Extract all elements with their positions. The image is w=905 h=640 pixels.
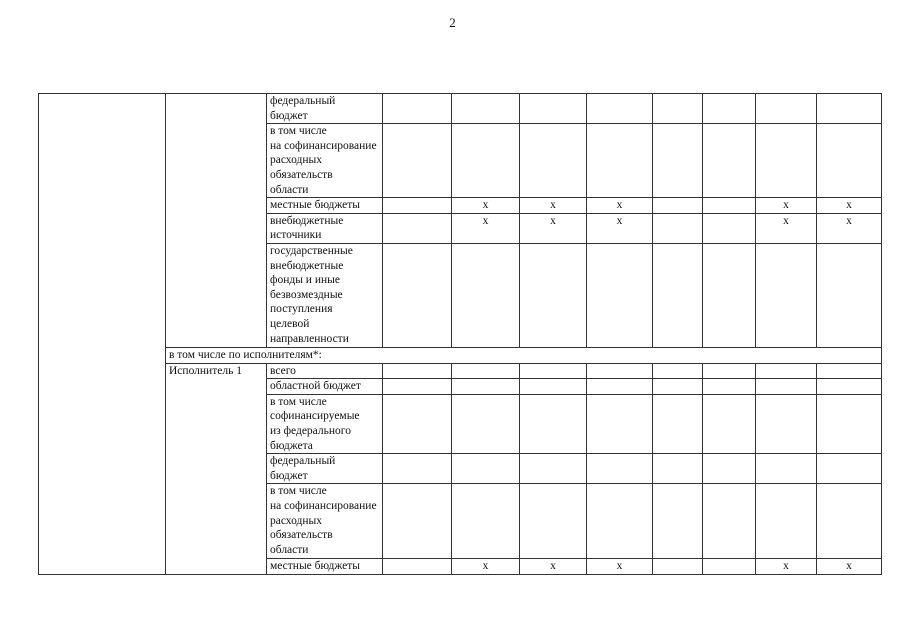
value-cell: [383, 94, 452, 124]
value-cell: [520, 484, 587, 559]
row-label: местные бюджеты: [267, 559, 383, 575]
row-label: в том числе на софинансирование расходных обязательств области: [267, 124, 383, 198]
value-cell: [817, 94, 882, 124]
value-cell: [653, 484, 703, 559]
value-cell: х: [587, 559, 653, 575]
value-cell: [653, 94, 703, 124]
row-label: государственные внебюджетные фонды и иные безвозмездные поступления целевой направленности: [267, 243, 383, 347]
value-cell: х: [452, 213, 520, 243]
value-cell: [653, 198, 703, 214]
value-cell: [452, 363, 520, 379]
row-label: в том числе на софинансирование расходных обязательств области: [267, 484, 383, 559]
value-cell: [756, 124, 817, 198]
value-cell: [817, 124, 882, 198]
value-cell: [653, 559, 703, 575]
value-cell: х: [756, 198, 817, 214]
row-label: всего: [267, 363, 383, 379]
budget-table: [38, 93, 882, 575]
value-cell: [703, 379, 756, 395]
value-cell: [383, 124, 452, 198]
value-cell: [383, 454, 452, 484]
value-cell: х: [817, 213, 882, 243]
value-cell: [383, 198, 452, 214]
value-cell: [756, 454, 817, 484]
row-label: внебюджетные источники: [267, 213, 383, 243]
value-cell: [756, 484, 817, 559]
value-cell: [452, 394, 520, 453]
value-cell: [520, 454, 587, 484]
value-cell: [520, 394, 587, 453]
value-cell: [520, 94, 587, 124]
value-cell: [520, 243, 587, 347]
value-cell: [817, 454, 882, 484]
value-cell: [653, 454, 703, 484]
value-cell: х: [452, 198, 520, 214]
executor-name: Исполнитель 1: [166, 363, 267, 574]
value-cell: [383, 379, 452, 395]
value-cell: [383, 559, 452, 575]
value-cell: [587, 243, 653, 347]
value-cell: [587, 363, 653, 379]
value-cell: х: [587, 213, 653, 243]
value-cell: [756, 379, 817, 395]
value-cell: [520, 124, 587, 198]
value-cell: [587, 484, 653, 559]
value-cell: [756, 394, 817, 453]
value-cell: [703, 559, 756, 575]
row-label: федеральный бюджет: [267, 94, 383, 124]
value-cell: [756, 243, 817, 347]
value-cell: [452, 243, 520, 347]
value-cell: [703, 198, 756, 214]
value-cell: [653, 213, 703, 243]
value-cell: х: [452, 559, 520, 575]
executors-header: в том числе по исполнителям*:: [166, 347, 882, 363]
page-number: 2: [449, 15, 456, 30]
program-name-cell: [39, 94, 166, 575]
value-cell: [653, 363, 703, 379]
value-cell: [817, 243, 882, 347]
value-cell: [452, 484, 520, 559]
value-cell: [587, 394, 653, 453]
table-row: [39, 94, 882, 124]
row-label: местные бюджеты: [267, 198, 383, 214]
value-cell: [520, 379, 587, 395]
row-label: областной бюджет: [267, 379, 383, 395]
value-cell: [452, 124, 520, 198]
value-cell: [587, 124, 653, 198]
value-cell: [703, 454, 756, 484]
value-cell: [817, 363, 882, 379]
value-cell: [587, 94, 653, 124]
value-cell: [703, 394, 756, 453]
value-cell: [383, 363, 452, 379]
value-cell: х: [587, 198, 653, 214]
row-label: федеральный бюджет: [267, 454, 383, 484]
value-cell: [703, 363, 756, 379]
value-cell: [383, 484, 452, 559]
value-cell: [653, 243, 703, 347]
value-cell: [703, 124, 756, 198]
value-cell: [703, 484, 756, 559]
value-cell: [452, 379, 520, 395]
value-cell: [756, 94, 817, 124]
value-cell: х: [520, 559, 587, 575]
value-cell: [383, 213, 452, 243]
value-cell: х: [817, 559, 882, 575]
value-cell: х: [817, 198, 882, 214]
value-cell: [452, 94, 520, 124]
value-cell: [383, 243, 452, 347]
row-label: в том числе софинансируемые из федерального бюджета: [267, 394, 383, 453]
value-cell: [703, 243, 756, 347]
value-cell: [817, 394, 882, 453]
value-cell: х: [756, 213, 817, 243]
value-cell: [756, 363, 817, 379]
value-cell: [653, 394, 703, 453]
table-row: [39, 363, 882, 379]
value-cell: х: [520, 213, 587, 243]
value-cell: [703, 94, 756, 124]
value-cell: [817, 484, 882, 559]
value-cell: х: [520, 198, 587, 214]
value-cell: х: [756, 559, 817, 575]
value-cell: [653, 124, 703, 198]
value-cell: [817, 379, 882, 395]
executor-cell: [166, 94, 267, 348]
value-cell: [587, 379, 653, 395]
table-row: [39, 347, 882, 363]
value-cell: [520, 363, 587, 379]
value-cell: [452, 454, 520, 484]
value-cell: [587, 454, 653, 484]
value-cell: [383, 394, 452, 453]
value-cell: [653, 379, 703, 395]
value-cell: [703, 213, 756, 243]
